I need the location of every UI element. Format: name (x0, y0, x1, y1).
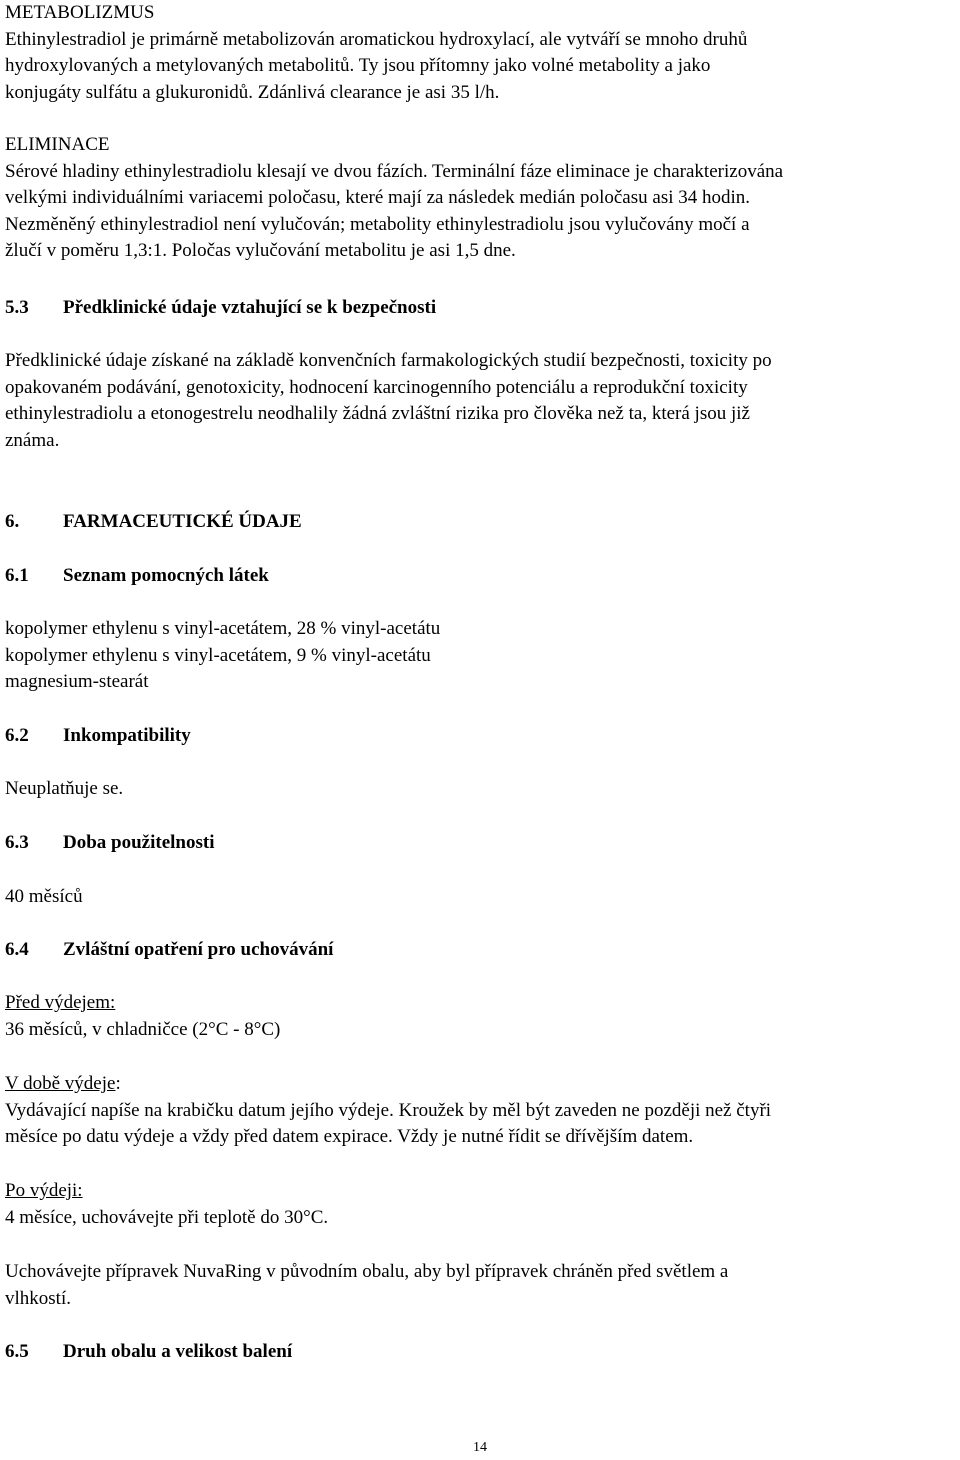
during-dispensing-block (5, 1071, 955, 1151)
during-dispensing-line: měsíce po datu výdeje a vždy před datem expirace. Vždy je nutné řídit se dřívějším datem. (5, 1126, 694, 1147)
section-number: 6.1 (5, 565, 29, 586)
metabolism-line: hydroxylovaných a metylovaných metabolitů. Ty jsou přítomny jako volné metabolity a jako (5, 55, 711, 76)
elimination-line: Nezměněný ethinylestradiol není vylučován; metabolity ethinylestradiolu jsou vylučovány močí a (5, 213, 750, 235)
section-5-3-heading (5, 295, 955, 322)
excipient-item: magnesium-stearát (5, 671, 149, 692)
storage-line: Uchovávejte přípravek NuvaRing v původním obalu, aby byl přípravek chráněn před světlem a (5, 1261, 729, 1282)
section-number: 6.3 (5, 832, 29, 853)
after-dispensing-block (5, 1178, 955, 1231)
section-number: 6.5 (5, 1341, 29, 1362)
section-6-1-heading (5, 563, 955, 590)
after-dispensing-text: 4 měsíce, uchovávejte při teplotě do 30°C. (5, 1206, 329, 1228)
storage-instruction (5, 1259, 955, 1312)
section-6-heading (5, 509, 955, 536)
section-6-4-heading (5, 937, 955, 964)
storage-line: vlhkostí. (5, 1287, 71, 1309)
excipients-list (5, 616, 955, 696)
section-title: Druh obalu a velikost balení (63, 1341, 293, 1362)
section-number: 6.4 (5, 939, 29, 960)
elimination-heading: ELIMINACE (5, 134, 110, 155)
section-6-2-heading (5, 723, 955, 750)
elimination-line: žlučí v poměru 1,3:1. Poločas vylučování metabolitu je asi 1,5 dne. (5, 240, 516, 261)
section-title: Předklinické údaje vztahující se k bezpečnosti (63, 297, 437, 318)
shelf-life-text: 40 měsíců (5, 886, 83, 907)
during-dispensing-label: V době výdeje (5, 1073, 116, 1094)
section-number: 6.2 (5, 725, 29, 746)
section-title: Doba použitelnosti (63, 832, 215, 853)
incompatibility-text: Neuplatňuje se. (5, 778, 124, 799)
before-dispensing-text: 36 měsíců, v chladničce (2°C - 8°C) (5, 1018, 281, 1040)
excipient-item: kopolymer ethylenu s vinyl-acetátem, 28 % vinyl-acetátu (5, 618, 441, 639)
metabolism-line: konjugáty sulfátu a glukuronidů. Zdánlivá clearance je asi 35 l/h. (5, 81, 500, 103)
section-title: Seznam pomocných látek (63, 565, 269, 586)
section-5-3-body (5, 348, 955, 454)
metabolism-heading: METABOLIZMUS (5, 2, 155, 23)
excipient-item: kopolymer ethylenu s vinyl-acetátem, 9 % vinyl-acetátu (5, 644, 431, 666)
paragraph-line: opakovaném podávání, genotoxicity, hodnocení karcinogenního potenciálu a reprodukční toxicity (5, 376, 748, 398)
page-number: 14 (473, 1440, 487, 1455)
during-dispensing-line: Vydávající napíše na krabičku datum jejího výdeje. Kroužek by měl být zaveden ne později než čtyři (5, 1099, 772, 1121)
section-6-3-heading (5, 830, 955, 857)
paragraph-line: ethinylestradiolu a etonogestrelu neodhalily žádná zvláštní rizika pro člověka než ta, která jsou již (5, 403, 750, 424)
during-dispensing-colon: : (115, 1073, 121, 1094)
elimination-line: velkými individuálními variacemi poločasu, které mají za následek medián poločasu asi 34 hodin. (5, 187, 751, 208)
section-number: 6. (5, 511, 20, 532)
metabolism-line: Ethinylestradiol je primárně metabolizován aromatickou hydroxylací, ale vytváří se mnoho druhů (5, 28, 748, 50)
section-title: Inkompatibility (63, 725, 191, 746)
paragraph-line: známa. (5, 429, 60, 451)
section-number: 5.3 (5, 297, 29, 318)
elimination-line: Sérové hladiny ethinylestradiolu klesají ve dvou fázích. Terminální fáze eliminace je charakterizována (5, 160, 784, 182)
section-title: FARMACEUTICKÉ ÚDAJE (63, 511, 302, 532)
before-dispensing-label: Před výdejem: (5, 992, 116, 1013)
section-6-5-heading (5, 1339, 955, 1366)
metabolism-section (5, 0, 955, 106)
before-dispensing-block (5, 990, 955, 1043)
elimination-section (5, 132, 955, 265)
section-title: Zvláštní opatření pro uchovávání (63, 939, 334, 960)
after-dispensing-label: Po výdeji: (5, 1180, 83, 1201)
paragraph-line: Předklinické údaje získané na základě konvenčních farmakologických studií bezpečnosti, toxicity po (5, 350, 772, 371)
